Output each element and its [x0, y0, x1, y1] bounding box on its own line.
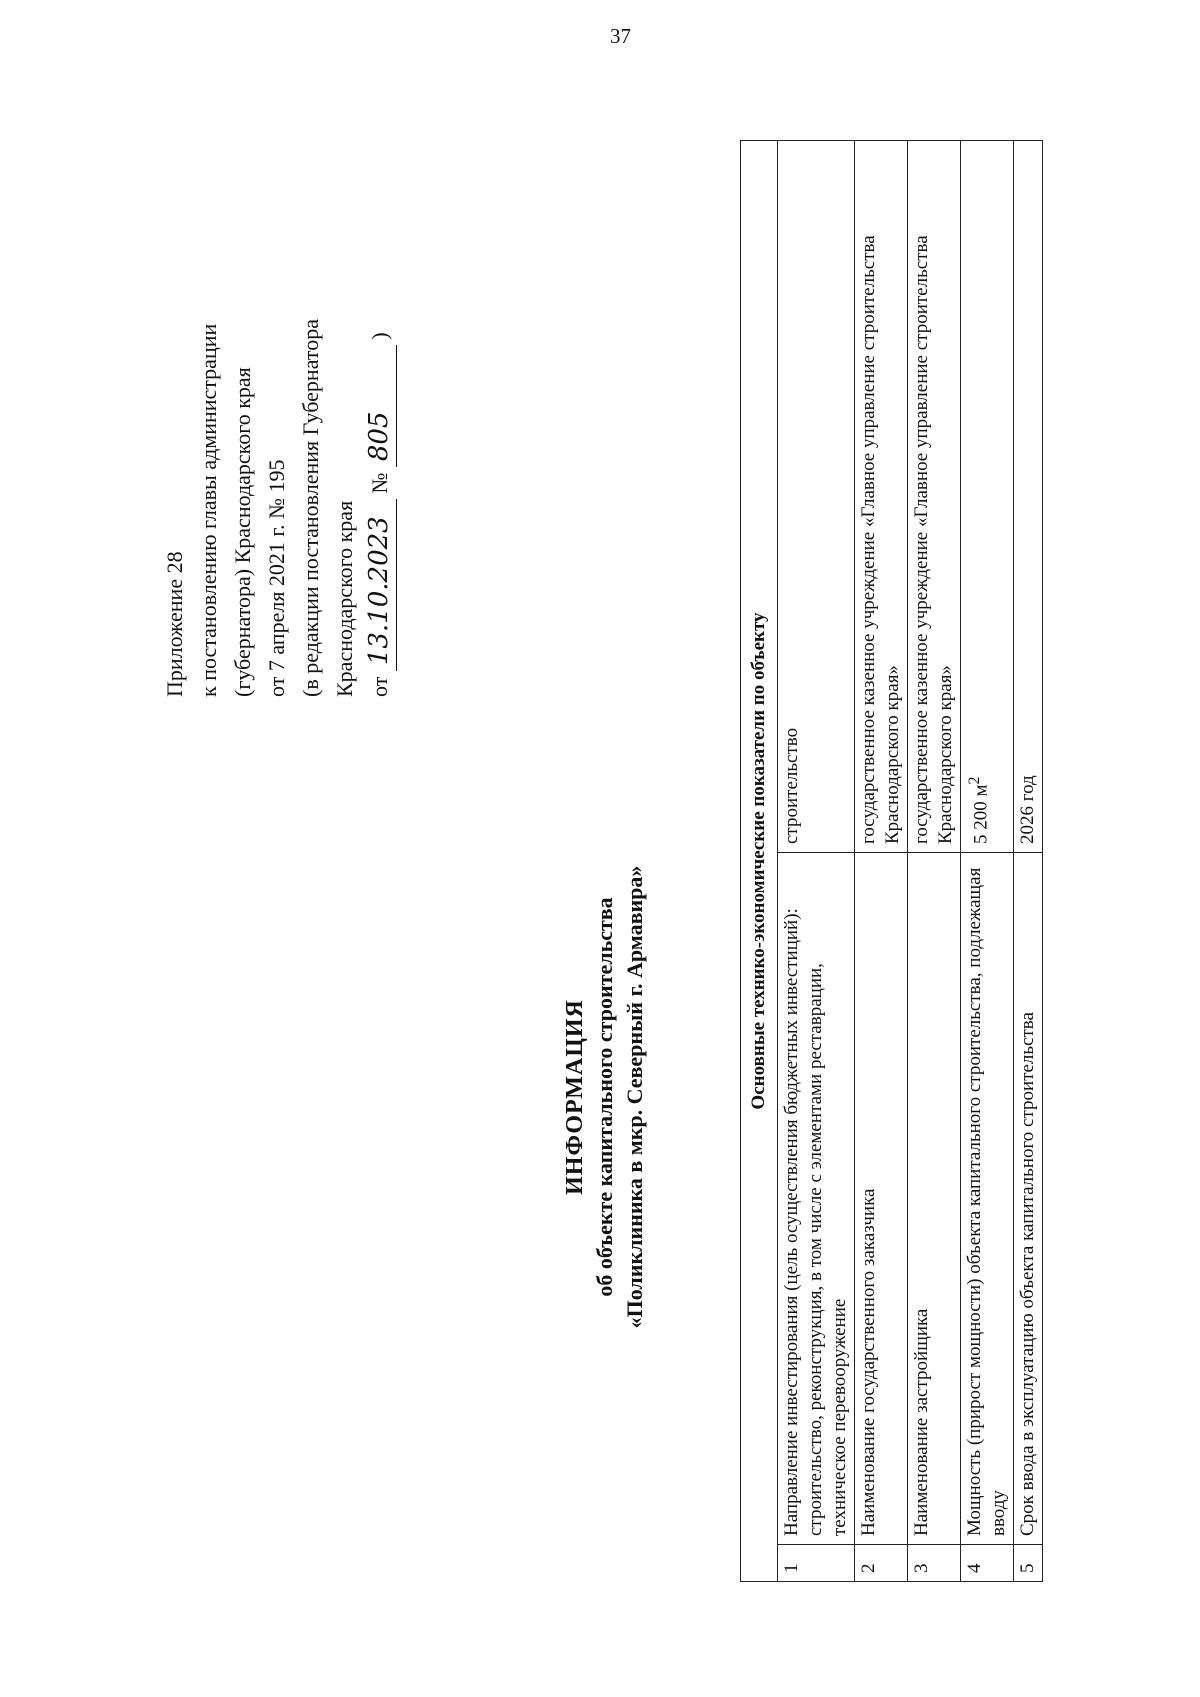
row-value: 2026 год: [1014, 141, 1043, 853]
page-number: 37: [610, 24, 631, 48]
row-number: 1: [778, 1545, 855, 1582]
row-number: 4: [961, 1545, 1014, 1582]
row-number: 5: [1014, 1545, 1043, 1582]
table-row: [961, 141, 1014, 1582]
table-row: [855, 141, 908, 1582]
title-sub-1: об объекте капитального строительства: [592, 897, 617, 1297]
title-main: ИНФОРМАЦИЯ: [562, 999, 588, 1195]
table-header: Основные технико-экономические показатели по объекту: [741, 141, 778, 1582]
table-row: [908, 141, 961, 1582]
appendix-line-1: Приложение 28: [162, 551, 187, 697]
number-prefix: №: [367, 472, 392, 494]
row-value: строительство: [778, 141, 855, 853]
row-label: Наименование застройщика: [908, 853, 961, 1545]
appendix-block: [158, 319, 397, 697]
row-value: [961, 141, 1014, 853]
appendix-line-5: (в редакции постановления Губернатора: [298, 319, 323, 697]
table-header-row: [741, 141, 778, 1582]
row-value: государственное казенное учреждение «Главное управление строительства Краснодарского края»: [908, 141, 961, 853]
closing-paren: ): [367, 332, 392, 340]
table-row: [778, 141, 855, 1582]
appendix-line-3: (губернатора) Краснодарского края: [230, 367, 255, 697]
row-number: 2: [855, 1545, 908, 1582]
handwritten-number: 805: [362, 345, 397, 467]
capacity-value: 5 200 м: [970, 784, 992, 844]
appendix-line-6: Краснодарского края: [332, 500, 357, 697]
row-label: Направление инвестирования (цель осуществления бюджетных инвестиций): строительство, реконструкция, в том числе с элементами реставрации, техническое перевооружение: [778, 853, 855, 1545]
row-label: Срок ввода в эксплуатацию объекта капитального строительства: [1014, 853, 1043, 1545]
indicators-table: [740, 140, 1043, 1582]
row-value: государственное казенное учреждение «Главное управление строительства Краснодарского края»: [855, 141, 908, 853]
row-label: Наименование государственного заказчика: [855, 853, 908, 1545]
row-number: 3: [908, 1545, 961, 1582]
appendix-line-4: от 7 апреля 2021 г. № 195: [264, 459, 289, 697]
handwritten-date: 13.10.2023: [362, 499, 397, 671]
date-prefix: от: [367, 676, 392, 697]
appendix-date-line: [362, 319, 397, 697]
capacity-unit-superscript: 2: [966, 776, 983, 785]
row-label: Мощность (прирост мощности) объекта капитального строительства, подлежащая вводу: [961, 853, 1014, 1545]
document-title: [560, 797, 650, 1397]
appendix-line-2: к постановлению главы администрации: [196, 323, 221, 697]
title-sub-2: «Поликлиника в мкр. Северный г. Армавира»: [622, 865, 647, 1329]
table-row: [1014, 141, 1043, 1582]
